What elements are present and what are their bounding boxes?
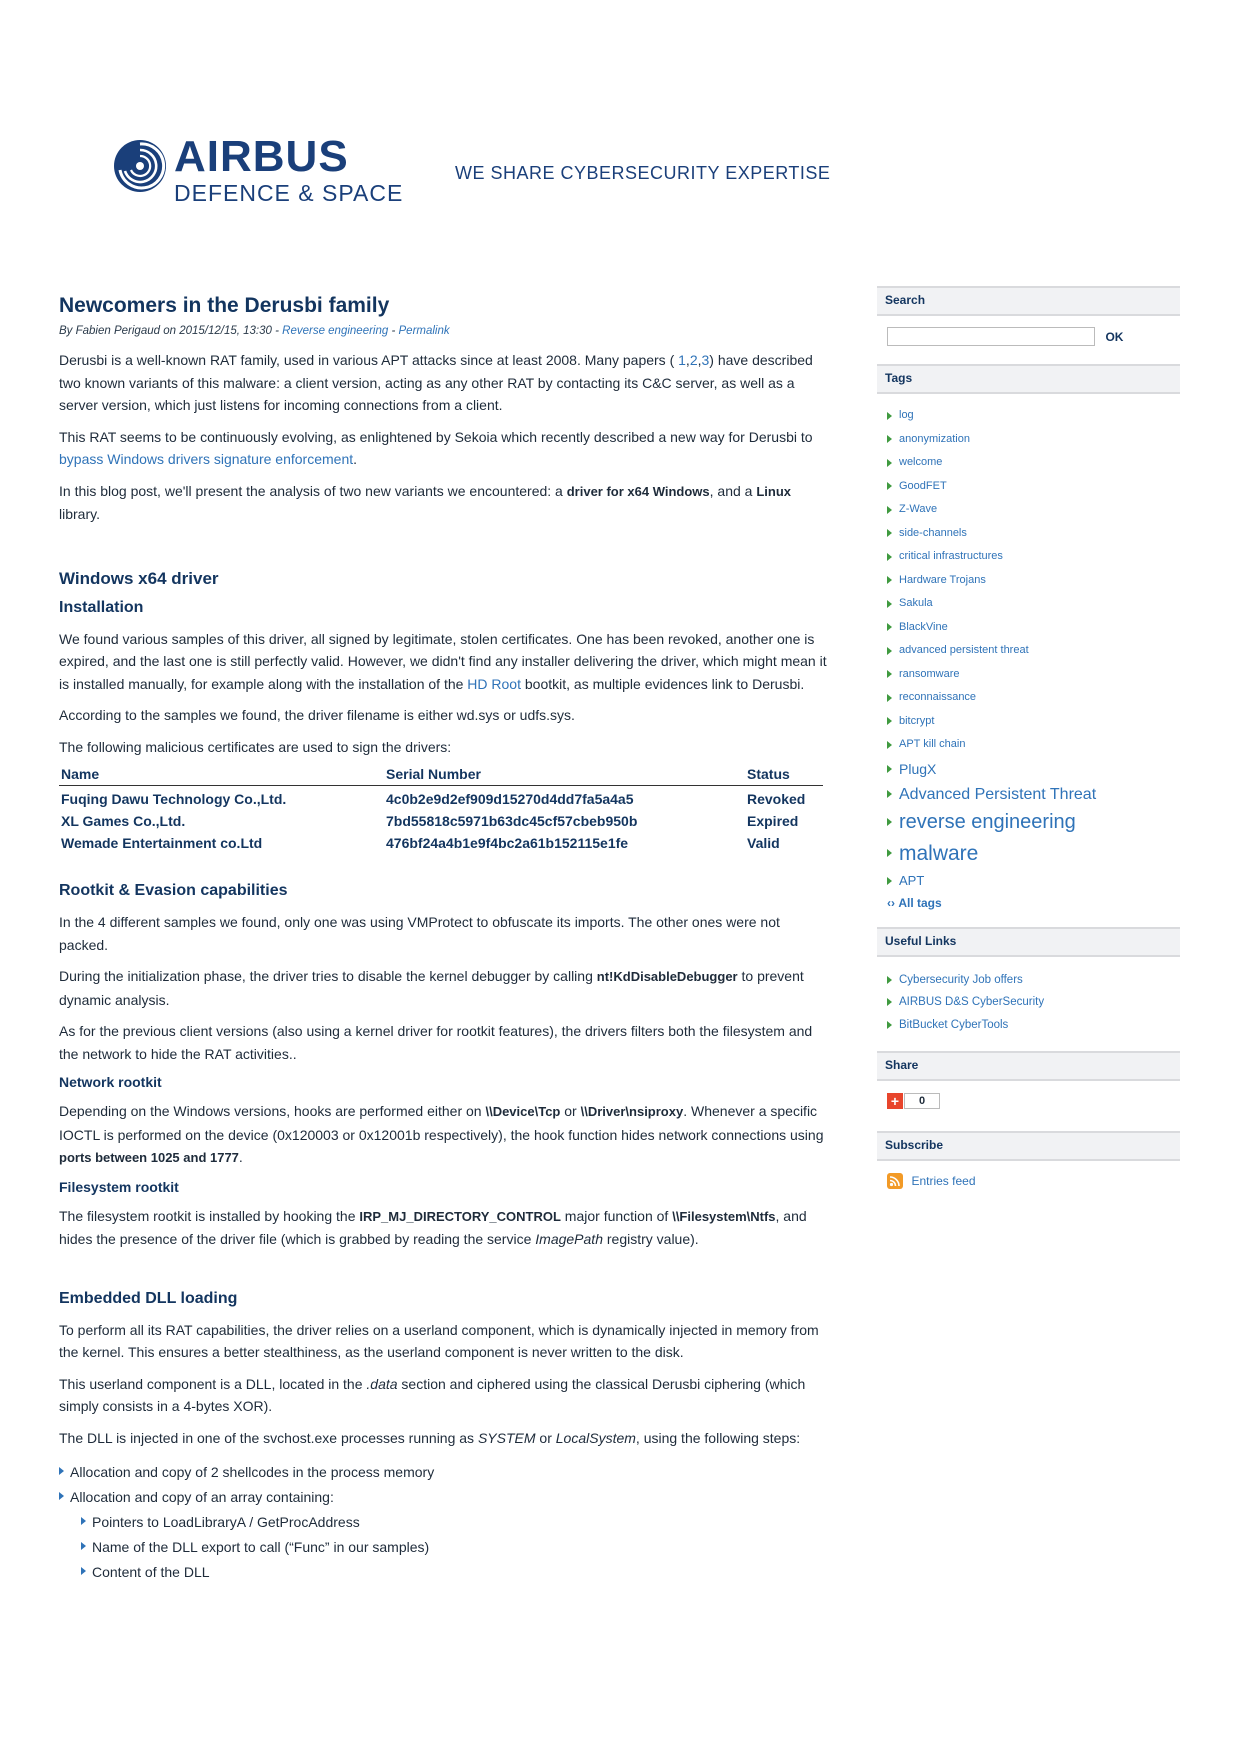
bypass-signature-link[interactable]: bypass Windows drivers signature enforcement (59, 451, 354, 467)
heading-embedded-dll: Embedded DLL loading (59, 1289, 238, 1307)
list-item-text: Allocation and copy of an array containing: (70, 1489, 334, 1505)
installation-paragraph-2: According to the samples we found, the driver filename is either wd.sys or udfs.sys. (59, 707, 575, 723)
all-tags-link[interactable]: All tags (898, 895, 942, 910)
cert-name: Wemade Entertainment co.Ltd (61, 835, 263, 851)
share-plus-icon[interactable]: + (887, 1093, 903, 1109)
useful-links-title: Useful Links (877, 927, 1180, 957)
code-text: \\Driver\nsiproxy (580, 1104, 684, 1119)
list-item (81, 1511, 829, 1533)
search-input[interactable] (887, 327, 1095, 346)
list-item (81, 1536, 829, 1558)
all-tags-icon: ‹› (887, 895, 895, 910)
tag-link[interactable]: APT kill chain (887, 733, 1170, 757)
intro-paragraph-2 (59, 426, 829, 471)
search-title: Search (877, 286, 1180, 316)
code-text: IRP_MJ_DIRECTORY_CONTROL (359, 1208, 561, 1224)
column-header-serial: Serial Number (384, 762, 745, 786)
text: The filesystem rootkit is installed by hooking the (59, 1207, 360, 1224)
tag-link[interactable]: side-channels (887, 522, 1170, 546)
code-text: nt!KdDisableDebugger (596, 969, 738, 984)
text: section and ciphered using the classical Derusbi ciphering (which simply consists in a 4-bytes XOR). (59, 1375, 806, 1414)
tags-title: Tags (877, 364, 1180, 394)
useful-link-cybersecurity[interactable]: AIRBUS D&S CyberSecurity (887, 991, 1170, 1014)
list-item (59, 1486, 829, 1583)
code-text: \\Filesystem\Ntfs (672, 1208, 776, 1224)
tag-link[interactable]: APT (887, 869, 1170, 893)
share-count: 0 (904, 1093, 940, 1109)
text: . Whenever a specific IOCTL is performed on the device (0x120003 or 0x12001b respectively), the hook function hides network connections using (59, 1103, 824, 1143)
tag-link[interactable]: BlackVine (887, 616, 1170, 640)
injection-steps-list (59, 1461, 829, 1583)
reference-link-1[interactable]: 1 (678, 352, 686, 368)
italic-text: LocalSystem (555, 1429, 636, 1446)
sidebar (877, 286, 1180, 1191)
column-header-name: Name (59, 762, 384, 786)
reference-link-2[interactable]: 2 (689, 352, 698, 368)
reference-link-3[interactable]: 3 (701, 352, 710, 368)
cert-status: Valid (747, 835, 780, 851)
certificates-table (59, 762, 823, 852)
table-header-row (59, 762, 823, 786)
heading-installation: Installation (59, 598, 144, 616)
share-widget (877, 1081, 1180, 1131)
subscribe-title: Subscribe (877, 1131, 1180, 1161)
search-box (877, 316, 1180, 364)
text: . (238, 1149, 243, 1165)
text: The DLL is injected in one of the svchost.exe processes running as (59, 1429, 478, 1446)
rootkit-paragraph-1: In the 4 different samples we found, only one was using VMProtect to obfuscate its imports. The other ones were not packed. (59, 914, 780, 953)
permalink-link[interactable]: Permalink (398, 325, 450, 337)
text: This RAT seems to be continuously evolving, as enlightened by Sekoia which recently described a new way for Derusbi to (59, 428, 813, 445)
text: registry value). (602, 1231, 699, 1247)
tag-link[interactable]: bitcrypt (887, 710, 1170, 734)
table-row (59, 808, 823, 830)
installation-paragraph-1 (59, 628, 829, 696)
text: . (353, 451, 358, 467)
useful-link-jobs[interactable]: Cybersecurity Job offers (887, 969, 1170, 992)
site-tagline: WE SHARE CYBERSECURITY EXPERTISE (455, 163, 831, 183)
text: to prevent dynamic analysis. (59, 968, 804, 1008)
heading-filesystem-rootkit: Filesystem rootkit (59, 1178, 179, 1195)
list-item-text: Content of the DLL (92, 1564, 210, 1580)
tag-link[interactable]: Z-Wave (887, 498, 1170, 522)
tag-link[interactable]: welcome (887, 451, 1170, 475)
text: , and hides the presence of the driver file (which is grabbed by reading the service (59, 1207, 807, 1247)
useful-link-bitbucket[interactable]: BitBucket CyberTools (887, 1014, 1170, 1037)
useful-links-list (877, 957, 1180, 1051)
article-byline (59, 325, 829, 337)
tag-cloud (877, 394, 1180, 917)
byline-author-date: By Fabien Perigaud on 2015/12/15, 13:30 - (59, 325, 283, 337)
tag-link[interactable]: advanced persistent threat (887, 639, 1170, 663)
dll-paragraph-1: To perform all its RAT capabilities, the driver relies on a userland component, which is dynamically injected in memory from the kernel. This ensures a better stealthiness, as the userland component is never written to the disk. (59, 1321, 819, 1360)
logo-name: AIRBUS (174, 132, 349, 181)
rootkit-paragraph-2 (59, 965, 829, 1011)
heading-rootkit: Rootkit & Evasion capabilities (59, 882, 288, 899)
text: major function of (560, 1207, 673, 1224)
italic-text: SYSTEM (477, 1429, 536, 1446)
italic-text: .data (366, 1375, 398, 1392)
italic-text: ImagePath (535, 1231, 603, 1247)
tag-link[interactable]: reconnaissance (887, 686, 1170, 710)
list-item (59, 1461, 829, 1483)
intro-paragraph-3 (59, 480, 829, 526)
heading-network-rootkit: Network rootkit (59, 1074, 162, 1090)
tag-link[interactable]: malware (887, 838, 1170, 869)
share-title: Share (877, 1051, 1180, 1081)
network-paragraph (59, 1100, 829, 1170)
text: This userland component is a DLL, located in the (59, 1375, 367, 1392)
text: , using the following steps: (635, 1429, 801, 1446)
text: bootkit, as multiple evidences link to Derusbi. (520, 675, 805, 692)
search-button[interactable]: OK (1105, 329, 1124, 344)
tag-link[interactable]: anonymization (887, 428, 1170, 452)
article (59, 294, 829, 1586)
cert-name: XL Games Co.,Ltd. (61, 813, 186, 829)
category-link[interactable]: Reverse engineering (282, 325, 389, 337)
airbus-logo-icon (112, 138, 168, 194)
bold-text: driver for x64 Windows (566, 483, 710, 499)
table-row (59, 830, 823, 852)
bold-text: Linux (756, 483, 792, 499)
dll-paragraph-2 (59, 1373, 829, 1418)
entries-feed-link[interactable]: Entries feed (911, 1174, 976, 1189)
rootkit-paragraph-3: As for the previous client versions (also using a kernel driver for rootkit features), the drivers filters both the filesystem and the network to hide the RAT activities.. (59, 1023, 813, 1062)
cert-status: Revoked (747, 791, 806, 807)
text: Depending on the Windows versions, hooks are performed either on (59, 1103, 486, 1119)
text: We found various samples of this driver, all signed by legitimate, stolen certificates. One has been revoked, another one is expired, and the last one is still perfectly valid. However, we didn't find any installer delivering the driver, which might mean it is installed manually, for example along with the installation of the (59, 630, 827, 692)
text: library. (59, 506, 100, 522)
subscribe-box (877, 1161, 1180, 1191)
tag-link[interactable]: reverse engineering (887, 807, 1170, 838)
text: , and a (709, 482, 757, 499)
text: ) have described two known variants of this malware: a client version, acting as any other RAT by contacting its C&C server, as well as a server version, which just listens for incoming connections from a client. (59, 352, 813, 413)
text: During the initialization phase, the driver tries to disable the kernel debugger by calling (59, 968, 597, 984)
list-item-text: Allocation and copy of 2 shellcodes in the process memory (70, 1464, 435, 1480)
tag-link[interactable]: PlugX (887, 757, 1170, 782)
article-title[interactable]: Newcomers in the Derusbi family (59, 294, 390, 317)
text: or (560, 1103, 581, 1119)
cert-serial: 476bf24a4b1e9f4bc2a61b152115e1fe (386, 835, 629, 851)
intro-paragraph-1: Derusbi is a well-known RAT family, used in various APT attacks since at least 2008. Many papers ( 1,2,3) have described two known variants of this malware: a client version, acting as any other RAT by contacting its C&C server, as well as a server version, which just listens for incoming connections from a client. (59, 352, 813, 413)
text: Derusbi is a well-known RAT family, used in various APT attacks since at least 2008. Many papers ( (59, 352, 675, 368)
airbus-logo[interactable] (112, 132, 412, 210)
cert-name: Fuqing Dawu Technology Co.,Ltd. (61, 791, 287, 807)
tag-link[interactable]: ransomware (887, 663, 1170, 687)
all-tags-row (887, 893, 1170, 917)
list-item-text: Pointers to LoadLibraryA / GetProcAddress (92, 1514, 360, 1530)
logo-subtitle: DEFENCE & SPACE (174, 180, 404, 206)
site-header (0, 0, 1240, 260)
table-row (59, 786, 823, 809)
dll-paragraph-3 (59, 1427, 829, 1450)
column-header-status: Status (745, 762, 823, 786)
tag-link[interactable]: GoodFET (887, 475, 1170, 499)
cert-serial: 4c0b2e9d2ef909d15270d4dd7fa5a4a5 (386, 791, 634, 807)
cert-serial: 7bd55818c5971b63dc45cf57cbeb950b (386, 813, 638, 829)
tag-link[interactable]: critical infrastructures (887, 545, 1170, 569)
list-item-text: Name of the DLL export to call (“Func” in our samples) (92, 1539, 430, 1555)
tag-link[interactable]: Sakula (887, 592, 1170, 616)
bold-text: ports between 1025 and 1777 (59, 1150, 239, 1165)
injection-substeps-list (70, 1511, 829, 1583)
text: In this blog post, we'll present the analysis of two new variants we encountered: a (59, 482, 567, 499)
byline-separator: - (388, 325, 399, 337)
hd-root-link[interactable]: HD Root (467, 675, 521, 692)
installation-paragraph-3: The following malicious certificates are used to sign the drivers: (59, 738, 452, 755)
tag-link[interactable]: Advanced Persistent Threat (887, 782, 1170, 807)
heading-windows-driver: Windows x64 driver (59, 568, 219, 588)
rss-feed-icon (887, 1173, 903, 1189)
text: or (535, 1429, 556, 1446)
cert-status: Expired (747, 813, 799, 829)
filesystem-paragraph (59, 1205, 829, 1251)
code-text: \\Device\Tcp (485, 1104, 561, 1119)
tag-link[interactable]: log (887, 404, 1170, 428)
list-item (81, 1561, 829, 1583)
tag-link[interactable]: Hardware Trojans (887, 569, 1170, 593)
